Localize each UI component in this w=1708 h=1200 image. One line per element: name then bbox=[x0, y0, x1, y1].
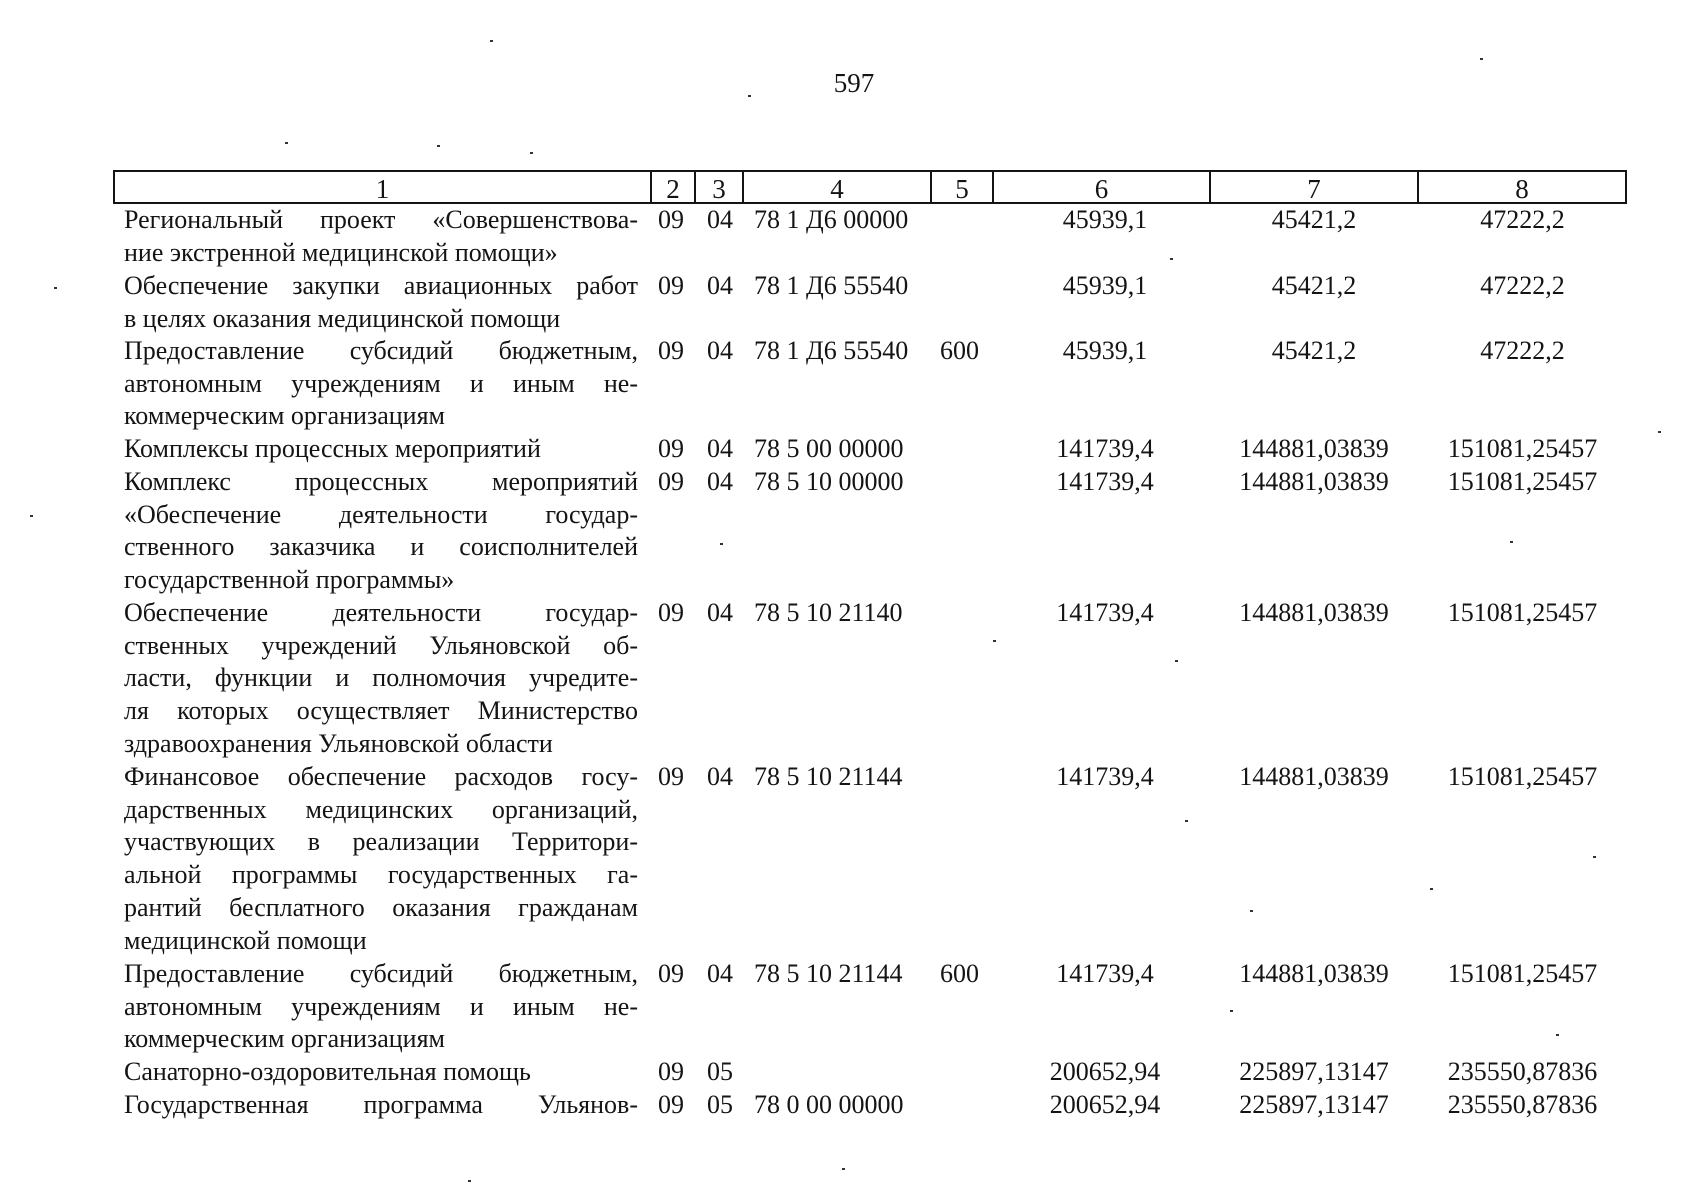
amount-col-8: 151081,25457 bbox=[1447, 598, 1598, 627]
description-line: коммерческим организациям bbox=[124, 1024, 446, 1054]
scan-speck bbox=[1510, 541, 1513, 543]
subsection-code: 04 bbox=[707, 762, 733, 791]
description-line: коммерческим организациям bbox=[124, 401, 446, 431]
subsection-code: 04 bbox=[707, 467, 733, 496]
header-col-2: 2 bbox=[651, 170, 696, 204]
section-code: 09 bbox=[658, 598, 684, 627]
target-article-code: 78 1 Д6 00000 bbox=[754, 205, 909, 234]
scan-speck bbox=[1230, 1010, 1233, 1012]
amount-col-6: 141739,4 bbox=[1056, 434, 1154, 463]
scan-speck bbox=[842, 1168, 845, 1170]
target-article-code: 78 5 10 21144 bbox=[754, 762, 903, 791]
target-article-code: 78 5 10 00000 bbox=[754, 467, 904, 496]
section-code: 09 bbox=[658, 467, 684, 496]
amount-col-6: 200652,94 bbox=[1049, 1057, 1161, 1086]
scan-speck bbox=[993, 640, 996, 642]
description-line: ля которых осуществляет Министерство bbox=[124, 696, 638, 726]
scan-speck bbox=[1593, 856, 1596, 858]
description-line: ние экстренной медицинской помощи» bbox=[124, 237, 558, 267]
description-line: здравоохранения Ульяновской области bbox=[124, 728, 553, 758]
description-line: государственной программы» bbox=[124, 565, 455, 595]
subsection-code: 05 bbox=[707, 1090, 733, 1119]
scan-speck bbox=[1658, 431, 1661, 433]
row-description bbox=[124, 1089, 638, 1122]
scan-speck bbox=[1175, 660, 1178, 662]
target-article-code: 78 1 Д6 55540 bbox=[754, 336, 909, 365]
amount-col-7: 225897,13147 bbox=[1239, 1090, 1389, 1119]
scan-speck bbox=[1185, 820, 1188, 822]
row-description bbox=[124, 433, 638, 466]
description-line: ственного заказчика и соисполнителей bbox=[124, 532, 638, 562]
description-line: Предоставление субсидий бюджетным, bbox=[124, 336, 638, 365]
section-code: 09 bbox=[658, 762, 684, 791]
header-col-7: 7 bbox=[1210, 170, 1419, 204]
section-code: 09 bbox=[658, 434, 684, 463]
description-line: Государственная программа Ульянов- bbox=[124, 1090, 638, 1119]
row-description bbox=[124, 597, 638, 761]
amount-col-6: 141739,4 bbox=[1056, 959, 1154, 988]
amount-col-7: 45421,2 bbox=[1271, 205, 1357, 234]
section-code: 09 bbox=[658, 1090, 684, 1119]
row-description bbox=[124, 204, 638, 269]
row-description bbox=[124, 958, 638, 1056]
section-code: 09 bbox=[658, 1057, 684, 1086]
scan-speck bbox=[1170, 258, 1173, 260]
scan-speck bbox=[1556, 1034, 1559, 1036]
description-line: рантий бесплатного оказания гражданам bbox=[124, 892, 638, 922]
section-code: 09 bbox=[658, 959, 684, 988]
amount-col-7: 45421,2 bbox=[1271, 271, 1357, 300]
target-article-code: 78 5 10 21144 bbox=[754, 959, 903, 988]
description-line: автономным учреждениям и иным не- bbox=[124, 991, 638, 1021]
description-line: «Обеспечение деятельности государ- bbox=[124, 499, 638, 529]
scan-speck bbox=[1480, 58, 1483, 60]
description-line: Финансовое обеспечение расходов госу- bbox=[124, 762, 638, 791]
amount-col-8: 47222,2 bbox=[1480, 336, 1565, 365]
amount-col-6: 45939,1 bbox=[1062, 336, 1148, 365]
subsection-code: 04 bbox=[707, 434, 733, 463]
scan-speck bbox=[1430, 888, 1433, 890]
target-article-code: 78 5 00 00000 bbox=[754, 434, 904, 463]
row-description bbox=[124, 761, 638, 957]
header-col-3: 3 bbox=[695, 170, 744, 204]
subsection-code: 04 bbox=[707, 959, 733, 988]
header-col-8: 8 bbox=[1418, 170, 1627, 204]
amount-col-6: 45939,1 bbox=[1062, 271, 1148, 300]
description-line: Обеспечение деятельности государ- bbox=[124, 598, 638, 627]
amount-col-6: 141739,4 bbox=[1056, 762, 1154, 791]
amount-col-8: 151081,25457 bbox=[1447, 762, 1598, 791]
target-article-code: 78 1 Д6 55540 bbox=[754, 271, 909, 300]
amount-col-8: 151081,25457 bbox=[1447, 959, 1598, 988]
amount-col-7: 144881,03839 bbox=[1239, 959, 1389, 988]
section-code: 09 bbox=[658, 271, 684, 300]
scan-speck bbox=[720, 543, 723, 545]
expense-type-code: 600 bbox=[940, 959, 979, 988]
description-line: ласти, функции и полномочия учредите- bbox=[124, 663, 638, 693]
amount-col-8: 235550,87836 bbox=[1447, 1057, 1598, 1086]
page-number: 597 bbox=[833, 68, 875, 98]
scan-speck bbox=[437, 145, 440, 147]
row-description bbox=[124, 1056, 638, 1089]
scan-speck bbox=[1250, 910, 1253, 912]
scan-speck bbox=[490, 40, 493, 42]
amount-col-8: 47222,2 bbox=[1480, 271, 1565, 300]
scan-speck bbox=[285, 142, 288, 144]
description-line: Региональный проект «Совершенствова- bbox=[124, 205, 638, 234]
expense-type-code: 600 bbox=[940, 336, 979, 365]
row-description bbox=[124, 466, 638, 597]
description-line: Обеспечение закупки авиационных работ bbox=[124, 271, 638, 300]
description-line: в целях оказания медицинской помощи bbox=[124, 303, 561, 333]
description-line: дарственных медицинских организаций, bbox=[124, 794, 638, 824]
scan-speck bbox=[468, 1180, 471, 1182]
description-line: автономным учреждениям и иным не- bbox=[124, 368, 638, 398]
header-col-1: 1 bbox=[113, 170, 652, 204]
scan-speck bbox=[530, 152, 533, 154]
subsection-code: 04 bbox=[707, 336, 733, 365]
subsection-code: 04 bbox=[707, 205, 733, 234]
header-col-5: 5 bbox=[931, 170, 994, 204]
scan-speck bbox=[748, 95, 751, 97]
description-line: Комплексы процессных мероприятий bbox=[124, 434, 541, 463]
subsection-code: 04 bbox=[707, 271, 733, 300]
description-line: медицинской помощи bbox=[124, 925, 367, 955]
amount-col-7: 144881,03839 bbox=[1239, 434, 1389, 463]
target-article-code: 78 0 00 00000 bbox=[754, 1090, 904, 1119]
header-col-6: 6 bbox=[993, 170, 1211, 204]
description-line: альной программы государственных га- bbox=[124, 860, 638, 890]
description-line: Предоставление субсидий бюджетным, bbox=[124, 959, 638, 988]
amount-col-6: 200652,94 bbox=[1049, 1090, 1161, 1119]
amount-col-8: 235550,87836 bbox=[1447, 1090, 1598, 1119]
description-line: Санаторно-оздоровительная помощь bbox=[124, 1057, 531, 1086]
description-line: Комплекс процессных мероприятий bbox=[124, 467, 638, 496]
target-article-code: 78 5 10 21140 bbox=[754, 598, 903, 627]
description-line: ственных учреждений Ульяновской об- bbox=[124, 630, 638, 660]
amount-col-6: 141739,4 bbox=[1056, 598, 1154, 627]
amount-col-7: 144881,03839 bbox=[1239, 762, 1389, 791]
amount-col-8: 151081,25457 bbox=[1447, 467, 1598, 496]
header-col-4: 4 bbox=[743, 170, 932, 204]
amount-col-7: 45421,2 bbox=[1271, 336, 1357, 365]
description-line: участвующих в реализации Территори- bbox=[124, 827, 638, 857]
section-code: 09 bbox=[658, 336, 684, 365]
row-description bbox=[124, 270, 638, 335]
amount-col-7: 144881,03839 bbox=[1239, 598, 1389, 627]
amount-col-8: 47222,2 bbox=[1480, 205, 1565, 234]
amount-col-6: 45939,1 bbox=[1062, 205, 1148, 234]
subsection-code: 05 bbox=[707, 1057, 733, 1086]
scan-speck bbox=[54, 287, 57, 289]
section-code: 09 bbox=[658, 205, 684, 234]
amount-col-7: 225897,13147 bbox=[1239, 1057, 1389, 1086]
subsection-code: 04 bbox=[707, 598, 733, 627]
scan-speck bbox=[30, 515, 33, 517]
amount-col-7: 144881,03839 bbox=[1239, 467, 1389, 496]
amount-col-8: 151081,25457 bbox=[1447, 434, 1598, 463]
amount-col-6: 141739,4 bbox=[1056, 467, 1154, 496]
row-description bbox=[124, 335, 638, 433]
